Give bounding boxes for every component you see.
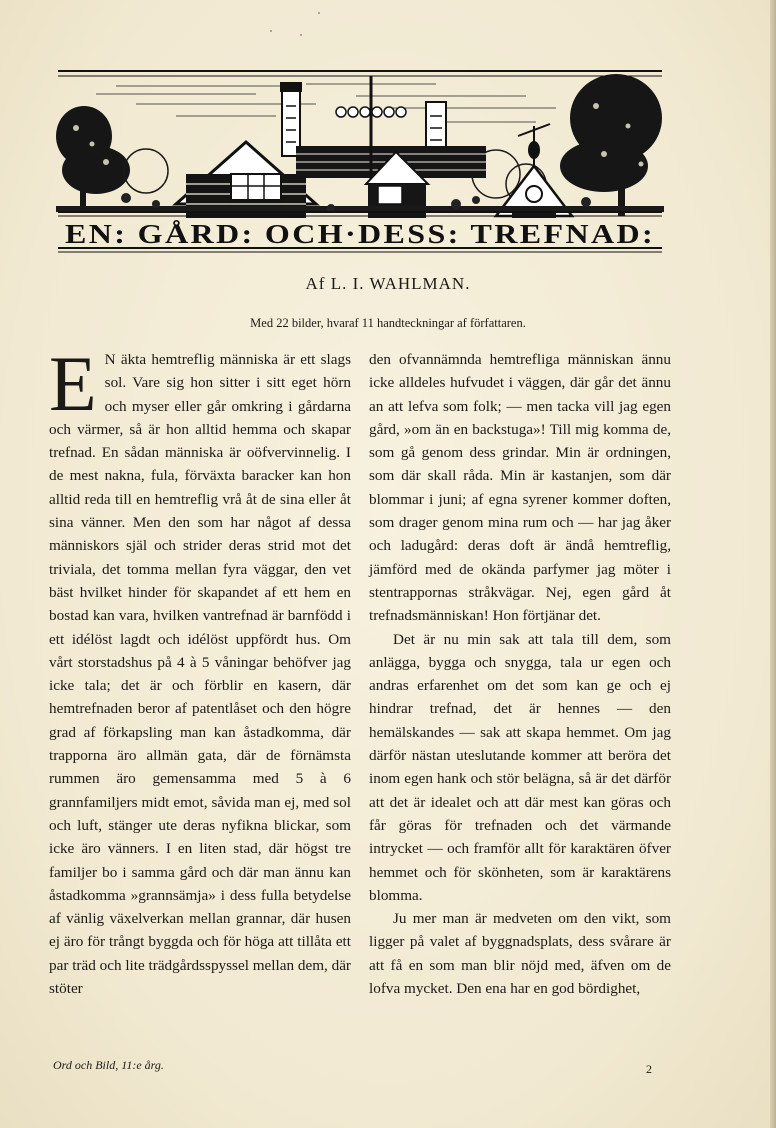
paragraph: Det är nu min sak att tala till dem, som anlägga, bygga och snygga, tala ur egen och andras erfarenhet om det som kan ge och ej hindrar trefnad, det är hennes — den hemälskandes — sak att skapa hemmet. Om jag därför nästan uteslutande kommer att beröra det inom egen hank och stör belägna, så är det därför att det är idealet och att där mest kan göras och får göras för trefnaden och det värmande intrycket — och framför allt för karaktären öfver hemmet och för skönheten, som är karaktärens blomma. xyxy=(369,630,671,904)
paper-speck xyxy=(270,30,272,32)
paragraph: Ju mer man är medveten om den vikt, som ligger på valet af byggnadsplats, dess svårare är att få en som man blir nöjd med, äfven om de lofva mycket. Den ena har en god bördighet, xyxy=(369,910,671,998)
illustration-note: Med 22 bilder, hvaraf 11 handteckningar af författaren. xyxy=(250,316,526,330)
paragraph-text: N äkta hemtreflig människa är ett slags sol. Vare sig hon sitter i sitt eget hörn och myser eller går omkring i gårdarna och värmer, så är hon alltid hemma och skapar trefnad. En sådan människa är oöfvervinnelig. I de mest nakna, fula, förväxta baracker kan hon alltid reda till en hemtreflig vrå åt de sina eller åt sina vänner. Men den som har något af dessa människors själ och strider deras strid mot det triviala, det tomma mellan fyra väggar, den vet bäst hvilket hinder för skapandet af ett hem en bostad kan vara, hvilken vantrefnad är barnfödd i ett idélöst lagdt och idélöst uppfördt hus. Om vårt storstadshus på 4 à 5 våningar behöfver jag icke tala; det är och förblir en kasern, där hemtrefnaden beror af patentlåset och den högre grad af förkapsling man kan åstadkomma, där trapporna äro allmän gata, där de förnämsta rummen äro gemensamma med 5 à 6 grannfamiljers midt emot, såvida man ej, med sol och luft, stänger ute deras nyfikna blickar, som icke äro vänners. I en liten stad, där högst tre familjer bo i samma gård och där man ännu kan åstadkomma »grannsämja» i dess fulla betydelse af vänlig växelverkan mellan grannar, där husen ej äro för trångt byggda och för höga att tillåta ett par träd och lite trädgårdsspyssel mellan dem, där stöter xyxy=(49,351,351,998)
paper-speck xyxy=(318,12,320,14)
right-column xyxy=(369,348,671,1000)
journal-footer: Ord och Bild, 11:e årg. xyxy=(53,1058,164,1072)
left-column xyxy=(49,340,351,1000)
page-number: 2 xyxy=(646,1062,652,1076)
author-byline: Af L. I. WAHLMAN. xyxy=(305,274,471,293)
paper-speck xyxy=(300,34,302,36)
paragraph xyxy=(49,340,351,1000)
drop-cap: E xyxy=(49,340,97,427)
paragraph: den ofvannämnda hemtrefliga människan ännu icke alldeles hufvudet i väggen, där går det ännu an att lefva som folk; — men tacka vill jag egen gård, »om än en backstuga»! Till mig komma de, som gå genom dess grindar. Min är ordningen, som där skall råda. Min är kastanjen, som där blommar i juni; af egna syrener kommer doften, som drager genom mina rum och — har jag åker och ladugård: deras doft är ändå hemtreflig, jämförd med de okända parfymer jag möter i stentrappornas stråkvägar. Nej, egen gård åt trefnadsmänniskan! Hon förtjänar det. xyxy=(369,351,671,625)
page-edge xyxy=(770,0,776,1128)
header-title: EN: GÅRD: OCH·DESS: TREFNAD: xyxy=(65,219,655,249)
header-illustration xyxy=(56,66,664,254)
